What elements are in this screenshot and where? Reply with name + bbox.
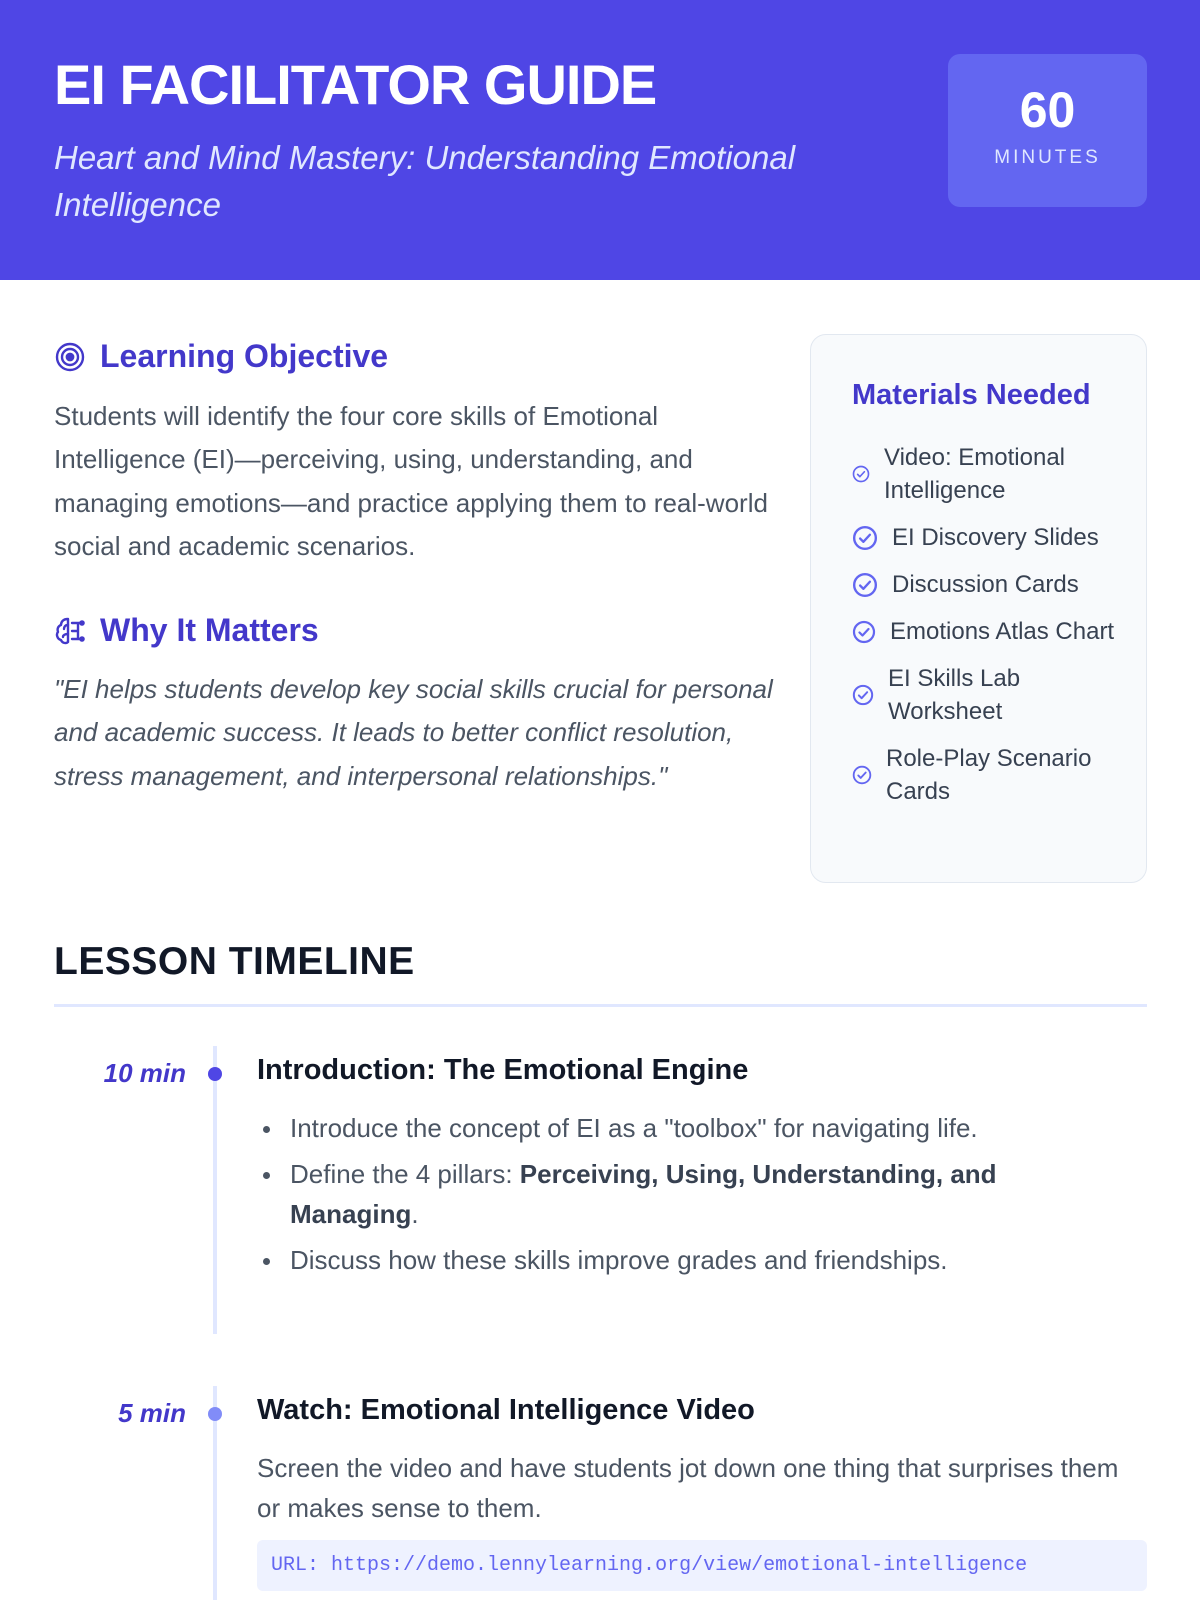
check-circle-icon — [852, 572, 878, 598]
step-title: Introduction: The Emotional Engine — [257, 1054, 749, 1086]
list-item — [852, 568, 1122, 601]
material-label: Discussion Cards — [892, 571, 1079, 598]
step-time: 5 min — [118, 1398, 186, 1428]
video-url[interactable]: URL: https://demo.lennylearning.org/view/emotional-intelligence — [257, 1540, 1147, 1591]
learning-objective-title: Learning Objective — [100, 338, 389, 374]
check-circle-icon — [852, 465, 870, 483]
list-item — [852, 615, 1122, 648]
list-item — [852, 441, 1122, 507]
list-item: Discuss how these skills improve grades and friendships. — [257, 1240, 1117, 1280]
timeline-dot — [208, 1067, 222, 1081]
materials-list — [852, 441, 1122, 822]
check-circle-icon — [852, 525, 878, 551]
bullet-emphasis: Perceiving, Using, Understanding, and Managing — [290, 1159, 997, 1229]
materials-card — [810, 334, 1147, 883]
material-label: Emotions Atlas Chart — [890, 618, 1115, 645]
check-circle-icon — [852, 765, 872, 785]
why-it-matters-title: Why It Matters — [100, 612, 319, 648]
step-bullets — [257, 1108, 1117, 1286]
material-label: EI Skills Lab Worksheet — [888, 665, 1021, 725]
check-circle-icon — [852, 620, 876, 644]
learning-objective-heading — [54, 338, 388, 375]
page-subtitle: Heart and Mind Mastery: Understanding Emotional Intelligence — [54, 139, 796, 223]
step-time: 10 min — [103, 1058, 186, 1088]
timeline-title: LESSON TIMELINE — [54, 940, 415, 983]
list-item — [852, 742, 1122, 808]
step-description: Screen the video and have students jot down one thing that surprises them or makes sense to them. — [257, 1453, 1119, 1523]
material-label: Video: Emotional Intelligence — [884, 444, 1066, 504]
page-title: EI FACILITATOR GUIDE — [54, 53, 657, 116]
duration-badge — [948, 54, 1147, 207]
list-item — [852, 521, 1122, 554]
why-it-matters-heading — [54, 612, 319, 649]
bullet-suffix: . — [411, 1199, 419, 1229]
timeline-dot — [208, 1407, 222, 1421]
timeline-line — [213, 1046, 217, 1334]
step-title: Watch: Emotional Intelligence Video — [257, 1394, 755, 1426]
why-it-matters-quote: "EI helps students develop key social skills crucial for personal and academic success. It leads to better conflict resolution, stress management, and interpersonal relationships." — [54, 674, 773, 791]
duration-value: 60 — [1019, 82, 1076, 138]
list-item: Introduce the concept of EI as a "toolbox" for navigating life. — [257, 1108, 1117, 1148]
target-icon — [54, 341, 86, 373]
divider — [54, 1004, 1147, 1007]
check-circle-icon — [852, 684, 874, 706]
material-label: EI Discovery Slides — [892, 524, 1099, 551]
brain-icon — [54, 615, 86, 647]
list-item — [852, 662, 1122, 728]
learning-objective-text: Students will identify the four core skills of Emotional Intelligence (EI)—perceiving, using, understanding, and managing emotions—and practice applying them to real-world social and academic scenarios. — [54, 401, 768, 561]
list-item — [257, 1154, 1117, 1234]
materials-title: Materials Needed — [852, 379, 1091, 411]
material-label: Role-Play Scenario Cards — [886, 745, 1092, 805]
bullet-text: Define the 4 pillars: — [290, 1159, 520, 1189]
header-banner — [0, 0, 1200, 280]
duration-unit: MINUTES — [994, 147, 1101, 168]
